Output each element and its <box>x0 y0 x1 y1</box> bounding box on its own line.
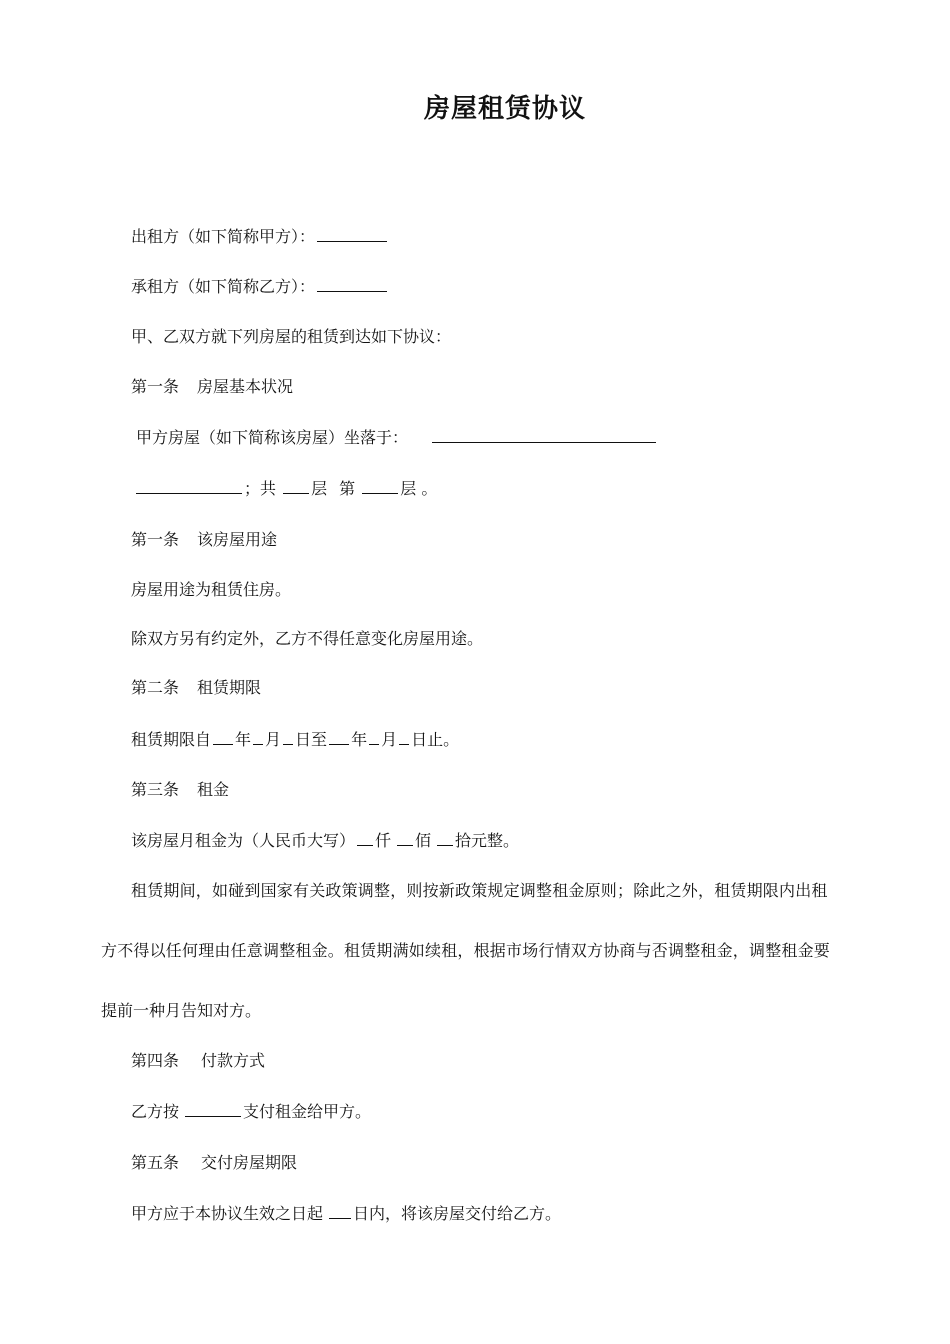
rent-text: 佰 <box>415 831 432 850</box>
term-text: 日至 <box>295 730 328 749</box>
location-blank[interactable] <box>432 428 656 443</box>
floors-text: 第 <box>339 479 356 498</box>
article-title: 交付房屋期限 <box>201 1153 298 1172</box>
floors-text: 层 。 <box>400 479 438 498</box>
article-title: 房屋基本状况 <box>197 377 294 396</box>
intro-paragraph: 甲、乙双方就下列房屋的租赁到达如下协议： <box>131 327 452 346</box>
location-label: 甲方房屋（如下简称该房屋）坐落于： <box>136 428 409 447</box>
payment-text: 支付租金给甲方。 <box>243 1102 372 1121</box>
article-title: 租金 <box>197 780 230 799</box>
floor-number-blank[interactable] <box>362 479 398 494</box>
rent-text: 仟 <box>375 831 392 850</box>
end-month-blank[interactable] <box>369 730 379 745</box>
payment-text: 乙方按 <box>131 1102 180 1121</box>
rent-adjustment-line-2: 方不得以任何理由任意调整租金。租赁期满如续租，根据市场行情双方协商与否调整租金，调整租金要 <box>101 941 831 960</box>
payment-method-blank[interactable] <box>185 1102 241 1117</box>
rent-text: 拾元整。 <box>455 831 520 850</box>
floors-line <box>134 479 437 499</box>
article-1-heading <box>131 377 293 397</box>
term-text: 年 <box>235 730 252 749</box>
location-blank-continued[interactable] <box>136 479 242 494</box>
delivery-days-blank[interactable] <box>329 1204 351 1219</box>
document-title: 房屋租赁协议 <box>423 94 586 124</box>
article-usage-heading <box>131 530 277 550</box>
article-2-heading <box>131 678 261 698</box>
article-number: 第二条 <box>131 678 180 697</box>
article-title: 付款方式 <box>201 1051 266 1070</box>
article-5-heading <box>131 1153 297 1173</box>
rent-adjustment-line-3: 提前一种月告知对方。 <box>101 1001 262 1020</box>
article-3-heading <box>131 780 229 800</box>
rent-tens-blank[interactable] <box>437 831 453 846</box>
lessor-name-blank[interactable] <box>317 227 387 242</box>
floors-text: 层 <box>311 479 328 498</box>
term-text: 日止。 <box>411 730 460 749</box>
lessor-line <box>131 227 389 247</box>
rent-thousands-blank[interactable] <box>357 831 373 846</box>
rent-adjustment-line-1: 租赁期间，如碰到国家有关政策调整，则按新政策规定调整租金原则；除此之外，租赁期限内出租 <box>131 881 828 900</box>
article-number: 第四条 <box>131 1051 180 1070</box>
start-day-blank[interactable] <box>283 730 293 745</box>
article-number: 第三条 <box>131 780 180 799</box>
lessee-line <box>131 277 389 297</box>
article-title: 该房屋用途 <box>197 530 278 549</box>
usage-paragraph: 房屋用途为租赁住房。 <box>131 580 292 599</box>
lessor-label: 出租方（如下简称甲方）： <box>131 227 316 246</box>
total-floors-blank[interactable] <box>283 479 309 494</box>
delivery-line <box>131 1204 561 1224</box>
rent-line <box>131 831 519 851</box>
term-text: 租赁期限自 <box>131 730 212 749</box>
delivery-text: 甲方应于本协议生效之日起 <box>131 1204 324 1223</box>
term-text: 月 <box>265 730 282 749</box>
location-line <box>136 428 658 448</box>
lessee-name-blank[interactable] <box>317 277 387 292</box>
article-number: 第一条 <box>131 530 180 549</box>
usage-restriction-paragraph: 除双方另有约定外，乙方不得任意变化房屋用途。 <box>131 629 484 648</box>
article-title: 租赁期限 <box>197 678 262 697</box>
end-day-blank[interactable] <box>399 730 409 745</box>
rent-text: 该房屋月租金为（人民币大写） <box>131 831 356 850</box>
article-number: 第五条 <box>131 1153 180 1172</box>
delivery-text: 日内，将该房屋交付给乙方。 <box>353 1204 562 1223</box>
floors-text: ；共 <box>244 479 277 498</box>
lessee-label: 承租方（如下简称乙方）： <box>131 277 316 296</box>
article-number: 第一条 <box>131 377 180 396</box>
payment-line <box>131 1102 371 1122</box>
term-text: 年 <box>351 730 368 749</box>
rent-hundreds-blank[interactable] <box>397 831 413 846</box>
start-year-blank[interactable] <box>213 730 233 745</box>
start-month-blank[interactable] <box>253 730 263 745</box>
article-4-heading <box>131 1051 265 1071</box>
end-year-blank[interactable] <box>329 730 349 745</box>
term-text: 月 <box>381 730 398 749</box>
term-line <box>131 730 459 750</box>
